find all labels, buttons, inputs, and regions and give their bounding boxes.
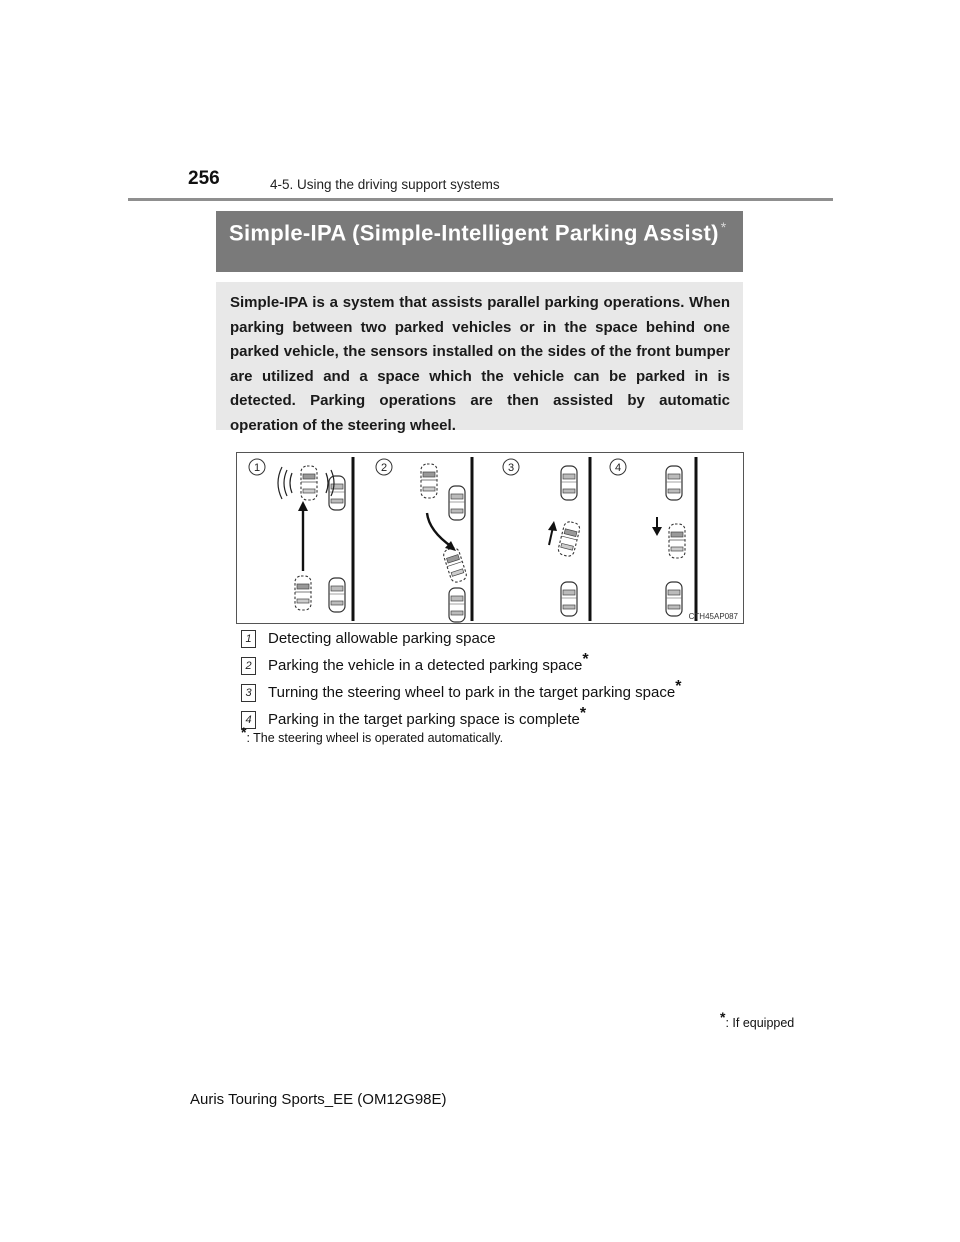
intro-text: Simple-IPA is a system that assists parallel parking operations. When parking between two parked vehicles or in the space behind one parked vehicle, the sensors installed on the sides of the front bumper are utilized and a space which the vehicle can be parked in is detected. Parking operations are then assisted by automatic operation of the steering wheel. [230,294,730,434]
legend-item-2 [241,651,741,682]
legend-number: 4 [241,711,256,729]
panel-4-cars [652,466,685,616]
parking-diagram [237,453,743,623]
figure-code: CTH45AP087 [688,612,738,621]
legend-number: 2 [241,657,256,675]
panel-badge-3 [503,459,519,475]
svg-text:3: 3 [507,462,515,474]
header-rule [128,198,833,201]
section-heading: 4-5. Using the driving support systems [270,177,500,192]
page-title: Simple-IPA (Simple-Intelligent Parking Assist) * [229,219,727,246]
svg-text:4: 4 [614,462,622,474]
panel-badge-1 [249,459,265,475]
legend-number: 1 [241,630,256,648]
parking-illustration [236,452,744,624]
title-asterisk: * [720,219,727,235]
legend-item-1 [241,628,741,655]
svg-text:1: 1 [253,462,261,474]
legend-text: Turning the steering wheel to park in the target parking space* [268,678,682,701]
figure-legend [241,628,741,736]
panel-badge-2 [376,459,392,475]
footnote-automatic: *: The steering wheel is operated automatically. [241,723,504,745]
legend-text: Parking the vehicle in a detected parking space* [268,651,589,674]
svg-text:2: 2 [380,462,388,474]
legend-text: Detecting allowable parking space [268,630,496,647]
title-banner [216,211,743,272]
intro-box [216,282,743,434]
footnote-equipped: *: If equipped [720,1008,795,1030]
page-number: 256 [188,168,220,189]
panel-3-cars [548,466,581,616]
footer-model: Auris Touring Sports_EE (OM12G98E) [190,1091,447,1108]
legend-number: 3 [241,684,256,702]
legend-text: Parking in the target parking space is complete* [268,705,587,728]
legend-item-3 [241,678,741,709]
panel-2-cars [421,464,468,622]
panel-1-cars [278,466,345,612]
panel-badge-4 [610,459,626,475]
